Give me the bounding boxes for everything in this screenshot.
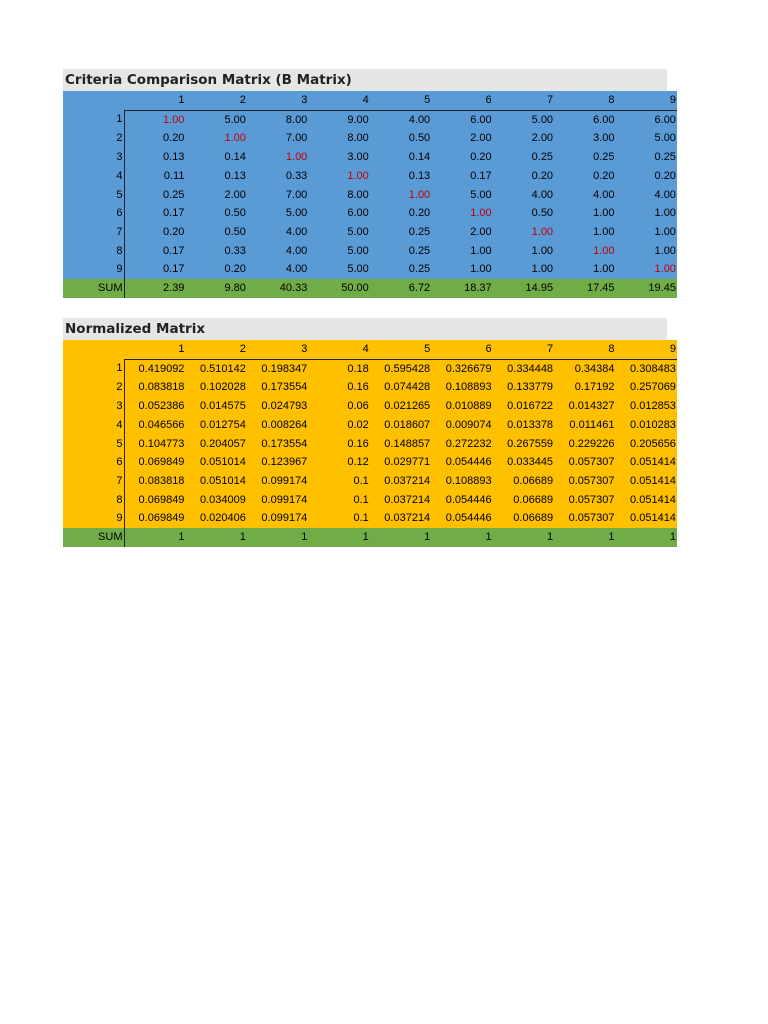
table-cell: 5.00 xyxy=(247,204,308,223)
table-cell: 0.14 xyxy=(370,148,431,167)
table-cell: 0.029771 xyxy=(370,453,431,472)
table-cell: 0.20 xyxy=(124,129,185,148)
table-cell: 0.334448 xyxy=(493,359,554,378)
table-row xyxy=(63,167,677,186)
table-cell: 5.00 xyxy=(308,223,369,242)
table-cell: 0.054446 xyxy=(431,509,492,528)
table-cell: 0.037214 xyxy=(370,472,431,491)
table-cell: 0.33 xyxy=(247,167,308,186)
column-header: 6 xyxy=(431,340,492,359)
table-cell: 1.00 xyxy=(616,204,677,223)
corner-cell xyxy=(63,340,124,359)
column-header: 4 xyxy=(308,340,369,359)
column-header-row xyxy=(63,91,677,110)
table-row xyxy=(63,148,677,167)
table-cell: 0.13 xyxy=(124,148,185,167)
table-cell: 0.123967 xyxy=(247,453,308,472)
table-cell: 0.069849 xyxy=(124,491,185,510)
row-label: 5 xyxy=(63,435,124,454)
column-header: 9 xyxy=(616,91,677,110)
column-header: 1 xyxy=(124,340,185,359)
table-cell: 0.13 xyxy=(370,167,431,186)
table-cell: 0.099174 xyxy=(247,472,308,491)
table-row xyxy=(63,472,677,491)
column-header: 8 xyxy=(554,91,615,110)
table-cell: 0.13 xyxy=(185,167,246,186)
table-cell: 0.1 xyxy=(308,509,369,528)
table-cell: 4.00 xyxy=(616,186,677,205)
table-cell: 0.205656 xyxy=(616,435,677,454)
sum-cell: 1 xyxy=(185,528,246,547)
table-cell: 0.024793 xyxy=(247,397,308,416)
table-cell: 0.133779 xyxy=(493,378,554,397)
table-cell: 0.17192 xyxy=(554,378,615,397)
diagonal-cell: 1.00 xyxy=(124,110,185,129)
sum-cell: 2.39 xyxy=(124,279,185,298)
row-label: 6 xyxy=(63,204,124,223)
table-cell: 0.20 xyxy=(431,148,492,167)
table-cell: 6.00 xyxy=(554,110,615,129)
table-cell: 3.00 xyxy=(554,129,615,148)
table-cell: 0.326679 xyxy=(431,359,492,378)
table-cell: 0.595428 xyxy=(370,359,431,378)
table-row xyxy=(63,397,677,416)
corner-cell xyxy=(63,91,124,110)
table-cell: 1.00 xyxy=(431,260,492,279)
column-header: 5 xyxy=(370,340,431,359)
table-cell: 0.010889 xyxy=(431,397,492,416)
diagonal-cell: 1.00 xyxy=(616,260,677,279)
table-row xyxy=(63,242,677,261)
table-cell: 0.308483 xyxy=(616,359,677,378)
table-cell: 0.057307 xyxy=(554,509,615,528)
table-cell: 0.06689 xyxy=(493,509,554,528)
table-cell: 0.20 xyxy=(493,167,554,186)
table-cell: 1.00 xyxy=(616,223,677,242)
table-cell: 0.20 xyxy=(554,167,615,186)
table-cell: 0.037214 xyxy=(370,509,431,528)
sum-row xyxy=(63,279,677,298)
table-cell: 0.17 xyxy=(124,242,185,261)
table-cell: 0.009074 xyxy=(431,416,492,435)
column-header: 2 xyxy=(185,340,246,359)
table-cell: 0.02 xyxy=(308,416,369,435)
table-cell: 0.020406 xyxy=(185,509,246,528)
table-cell: 1.00 xyxy=(554,204,615,223)
table-cell: 6.00 xyxy=(616,110,677,129)
table-cell: 0.17 xyxy=(431,167,492,186)
column-header: 3 xyxy=(247,340,308,359)
table-cell: 0.013378 xyxy=(493,416,554,435)
table-cell: 0.037214 xyxy=(370,491,431,510)
table-cell: 0.25 xyxy=(616,148,677,167)
table-cell: 0.25 xyxy=(124,186,185,205)
table-cell: 0.099174 xyxy=(247,509,308,528)
table-cell: 0.069849 xyxy=(124,453,185,472)
table-cell: 0.25 xyxy=(554,148,615,167)
table-cell: 0.033445 xyxy=(493,453,554,472)
sum-cell: 1 xyxy=(308,528,369,547)
table-cell: 1.00 xyxy=(554,260,615,279)
table-row xyxy=(63,260,677,279)
table-cell: 0.173554 xyxy=(247,378,308,397)
table-cell: 0.20 xyxy=(616,167,677,186)
row-label: 8 xyxy=(63,242,124,261)
row-label: 1 xyxy=(63,359,124,378)
table-cell: 5.00 xyxy=(308,260,369,279)
b-matrix-table xyxy=(63,91,677,298)
table-cell: 0.102028 xyxy=(185,378,246,397)
row-label: 2 xyxy=(63,378,124,397)
table-cell: 0.20 xyxy=(370,204,431,223)
table-cell: 5.00 xyxy=(431,186,492,205)
sum-cell: 9.80 xyxy=(185,279,246,298)
table-cell: 0.083818 xyxy=(124,378,185,397)
table-cell: 0.057307 xyxy=(554,453,615,472)
table-cell: 0.257069 xyxy=(616,378,677,397)
diagonal-cell: 1.00 xyxy=(554,242,615,261)
table-row xyxy=(63,186,677,205)
table-cell: 0.419092 xyxy=(124,359,185,378)
table-cell: 0.204057 xyxy=(185,435,246,454)
table-cell: 2.00 xyxy=(185,186,246,205)
sum-cell: 1 xyxy=(124,528,185,547)
column-header: 1 xyxy=(124,91,185,110)
table-cell: 1.00 xyxy=(616,242,677,261)
diagonal-cell: 1.00 xyxy=(185,129,246,148)
column-header-row xyxy=(63,340,677,359)
sum-cell: 19.45 xyxy=(616,279,677,298)
table-cell: 0.010283 xyxy=(616,416,677,435)
sum-cell: 50.00 xyxy=(308,279,369,298)
row-label: 5 xyxy=(63,186,124,205)
table-row xyxy=(63,435,677,454)
table-cell: 8.00 xyxy=(247,110,308,129)
sum-cell: 1 xyxy=(370,528,431,547)
table-cell: 6.00 xyxy=(308,204,369,223)
table-cell: 0.051014 xyxy=(185,453,246,472)
normalized-matrix-title: Normalized Matrix xyxy=(63,318,667,340)
table-cell: 0.051414 xyxy=(616,491,677,510)
row-label: 7 xyxy=(63,223,124,242)
table-cell: 0.510142 xyxy=(185,359,246,378)
column-header: 6 xyxy=(431,91,492,110)
table-row xyxy=(63,378,677,397)
row-label: 2 xyxy=(63,129,124,148)
sum-row xyxy=(63,528,677,547)
sum-cell: 17.45 xyxy=(554,279,615,298)
table-cell: 0.008264 xyxy=(247,416,308,435)
table-cell: 4.00 xyxy=(554,186,615,205)
table-cell: 9.00 xyxy=(308,110,369,129)
table-cell: 4.00 xyxy=(247,223,308,242)
table-cell: 0.50 xyxy=(185,223,246,242)
row-label: 3 xyxy=(63,148,124,167)
table-cell: 0.198347 xyxy=(247,359,308,378)
table-row xyxy=(63,129,677,148)
table-cell: 0.051414 xyxy=(616,509,677,528)
table-cell: 0.12 xyxy=(308,453,369,472)
table-row xyxy=(63,416,677,435)
table-cell: 0.11 xyxy=(124,167,185,186)
table-cell: 0.011461 xyxy=(554,416,615,435)
diagonal-cell: 1.00 xyxy=(308,167,369,186)
row-label: 9 xyxy=(63,260,124,279)
table-cell: 0.50 xyxy=(370,129,431,148)
table-cell: 4.00 xyxy=(370,110,431,129)
table-cell: 0.052386 xyxy=(124,397,185,416)
table-cell: 0.34384 xyxy=(554,359,615,378)
table-cell: 0.06 xyxy=(308,397,369,416)
table-cell: 5.00 xyxy=(616,129,677,148)
table-cell: 4.00 xyxy=(493,186,554,205)
table-cell: 0.20 xyxy=(185,260,246,279)
table-cell: 0.18 xyxy=(308,359,369,378)
table-row xyxy=(63,223,677,242)
row-label: 4 xyxy=(63,167,124,186)
table-cell: 0.17 xyxy=(124,204,185,223)
column-header: 9 xyxy=(616,340,677,359)
table-cell: 0.016722 xyxy=(493,397,554,416)
sum-cell: 14.95 xyxy=(493,279,554,298)
diagonal-cell: 1.00 xyxy=(247,148,308,167)
column-header: 2 xyxy=(185,91,246,110)
table-cell: 0.108893 xyxy=(431,378,492,397)
table-cell: 0.1 xyxy=(308,491,369,510)
sum-cell: 1 xyxy=(247,528,308,547)
table-cell: 3.00 xyxy=(308,148,369,167)
table-cell: 0.051414 xyxy=(616,472,677,491)
table-cell: 0.069849 xyxy=(124,509,185,528)
table-cell: 4.00 xyxy=(247,260,308,279)
table-cell: 0.1 xyxy=(308,472,369,491)
table-cell: 0.25 xyxy=(493,148,554,167)
table-cell: 1.00 xyxy=(493,260,554,279)
table-cell: 0.074428 xyxy=(370,378,431,397)
table-cell: 0.33 xyxy=(185,242,246,261)
column-header: 7 xyxy=(493,340,554,359)
table-cell: 0.148857 xyxy=(370,435,431,454)
table-cell: 0.054446 xyxy=(431,491,492,510)
table-cell: 0.012853 xyxy=(616,397,677,416)
diagonal-cell: 1.00 xyxy=(493,223,554,242)
table-cell: 0.012754 xyxy=(185,416,246,435)
table-cell: 5.00 xyxy=(308,242,369,261)
table-cell: 0.25 xyxy=(370,223,431,242)
row-label: 9 xyxy=(63,509,124,528)
table-cell: 0.046566 xyxy=(124,416,185,435)
table-cell: 0.25 xyxy=(370,260,431,279)
table-cell: 0.17 xyxy=(124,260,185,279)
table-cell: 8.00 xyxy=(308,129,369,148)
table-cell: 0.051014 xyxy=(185,472,246,491)
table-cell: 0.014575 xyxy=(185,397,246,416)
column-header: 8 xyxy=(554,340,615,359)
sum-cell: 1 xyxy=(616,528,677,547)
table-cell: 0.034009 xyxy=(185,491,246,510)
sum-cell: 1 xyxy=(431,528,492,547)
diagonal-cell: 1.00 xyxy=(370,186,431,205)
column-header: 4 xyxy=(308,91,369,110)
table-cell: 1.00 xyxy=(431,242,492,261)
b-matrix-section xyxy=(63,69,676,298)
table-cell: 0.267559 xyxy=(493,435,554,454)
row-label: 3 xyxy=(63,397,124,416)
table-row xyxy=(63,491,677,510)
table-cell: 5.00 xyxy=(185,110,246,129)
row-label: 8 xyxy=(63,491,124,510)
table-cell: 0.054446 xyxy=(431,453,492,472)
table-cell: 0.018607 xyxy=(370,416,431,435)
column-header: 7 xyxy=(493,91,554,110)
table-cell: 0.108893 xyxy=(431,472,492,491)
normalized-matrix-table xyxy=(63,340,677,547)
table-cell: 0.50 xyxy=(185,204,246,223)
table-cell: 0.057307 xyxy=(554,472,615,491)
sum-label: SUM xyxy=(63,528,124,547)
table-cell: 0.06689 xyxy=(493,491,554,510)
table-cell: 0.16 xyxy=(308,378,369,397)
sum-cell: 18.37 xyxy=(431,279,492,298)
normalized-matrix-section xyxy=(63,318,676,547)
table-cell: 4.00 xyxy=(247,242,308,261)
sum-cell: 40.33 xyxy=(247,279,308,298)
table-cell: 6.00 xyxy=(431,110,492,129)
table-cell: 0.50 xyxy=(493,204,554,223)
column-header: 5 xyxy=(370,91,431,110)
table-row xyxy=(63,509,677,528)
table-cell: 8.00 xyxy=(308,186,369,205)
table-cell: 0.20 xyxy=(124,223,185,242)
table-cell: 0.021265 xyxy=(370,397,431,416)
sum-cell: 1 xyxy=(554,528,615,547)
table-cell: 0.229226 xyxy=(554,435,615,454)
table-cell: 0.099174 xyxy=(247,491,308,510)
table-cell: 0.272232 xyxy=(431,435,492,454)
table-cell: 0.06689 xyxy=(493,472,554,491)
sum-cell: 6.72 xyxy=(370,279,431,298)
table-cell: 0.014327 xyxy=(554,397,615,416)
column-header: 3 xyxy=(247,91,308,110)
sum-cell: 1 xyxy=(493,528,554,547)
row-label: 4 xyxy=(63,416,124,435)
table-cell: 2.00 xyxy=(493,129,554,148)
table-cell: 7.00 xyxy=(247,186,308,205)
table-row xyxy=(63,453,677,472)
row-label: 1 xyxy=(63,110,124,129)
table-cell: 1.00 xyxy=(493,242,554,261)
table-cell: 0.104773 xyxy=(124,435,185,454)
table-cell: 0.14 xyxy=(185,148,246,167)
table-cell: 0.25 xyxy=(370,242,431,261)
table-cell: 0.083818 xyxy=(124,472,185,491)
table-cell: 0.173554 xyxy=(247,435,308,454)
table-row xyxy=(63,204,677,223)
diagonal-cell: 1.00 xyxy=(431,204,492,223)
row-label: 7 xyxy=(63,472,124,491)
sum-label: SUM xyxy=(63,279,124,298)
table-cell: 0.16 xyxy=(308,435,369,454)
table-cell: 2.00 xyxy=(431,223,492,242)
table-cell: 0.057307 xyxy=(554,491,615,510)
table-cell: 5.00 xyxy=(493,110,554,129)
table-cell: 0.051414 xyxy=(616,453,677,472)
b-matrix-title: Criteria Comparison Matrix (B Matrix) xyxy=(63,69,667,91)
table-cell: 1.00 xyxy=(554,223,615,242)
row-label: 6 xyxy=(63,453,124,472)
table-cell: 7.00 xyxy=(247,129,308,148)
table-row xyxy=(63,110,677,129)
table-cell: 2.00 xyxy=(431,129,492,148)
table-row xyxy=(63,359,677,378)
